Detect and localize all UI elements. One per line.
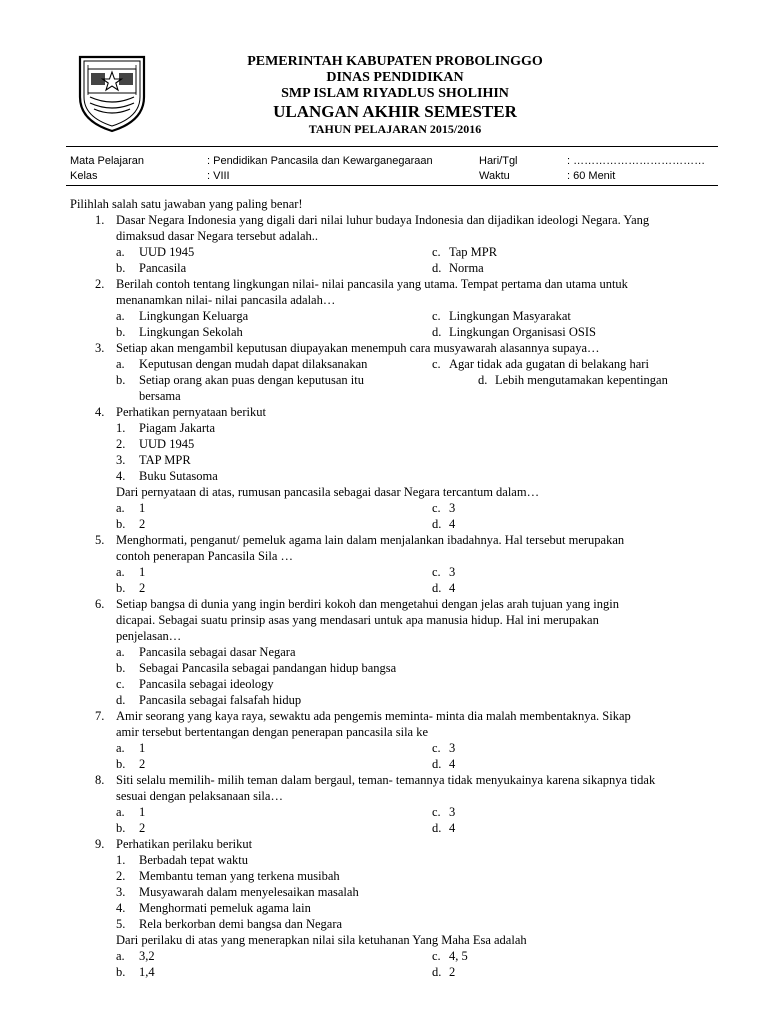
statement-key: 4. [116, 469, 126, 483]
option-text: Agar tidak ada gugatan di belakang hari [449, 357, 649, 371]
option-key: d. [432, 581, 442, 595]
option-text: 4, 5 [449, 949, 468, 963]
option-key: c. [432, 949, 441, 963]
instruction: Pilihlah salah satu jawaban yang paling benar! [70, 197, 303, 211]
question-number: 4. [95, 405, 105, 419]
option-text: Norma [449, 261, 484, 275]
question-text: Setiap akan mengambil keputusan diupayakan menempuh cara musyawarah alasannya supaya… [116, 341, 600, 355]
option-text: 4 [449, 581, 456, 595]
option-key: d. [432, 517, 442, 531]
statement-key: 1. [116, 421, 126, 435]
option-text: 3 [449, 805, 456, 819]
statement-key: 5. [116, 917, 126, 931]
question-number: 1. [95, 213, 105, 227]
option-key: b. [116, 821, 126, 835]
question-number: 3. [95, 341, 105, 355]
question-text: dicapai. Sebagai suatu prinsip asas yang mendasari untuk apa manusia hidup. Hal ini merupakan [116, 613, 599, 627]
question-text: Dasar Negara Indonesia yang digali dari nilai luhur budaya Indonesia dan dijadikan ideologi Negara. Yang [116, 213, 650, 227]
option-key: c. [432, 245, 441, 259]
option-key: d. [432, 821, 442, 835]
option-text-continued: bersama [139, 389, 181, 403]
statement-key: 2. [116, 437, 126, 451]
class-label: Kelas [70, 170, 98, 182]
option-key: a. [116, 245, 125, 259]
option-text: 4 [449, 757, 456, 771]
option-key: d. [478, 373, 488, 387]
option-key: a. [116, 565, 125, 579]
option-text: Lingkungan Keluarga [139, 309, 249, 323]
statement-key: 1. [116, 853, 126, 867]
option-text: Lebih mengutamakan kepentingan [495, 373, 668, 387]
option-key: b. [116, 661, 126, 675]
option-key: a. [116, 309, 125, 323]
question-text: menanamkan nilai- nilai pancasila adalah… [116, 293, 336, 307]
question-text: sesuai dengan pelaksanaan sila… [116, 789, 283, 803]
question-number: 2. [95, 277, 105, 291]
statement-text: Piagam Jakarta [139, 421, 216, 435]
question-text: dimaksud dasar Negara tersebut adalah.. [116, 229, 319, 243]
option-text: 2 [139, 757, 146, 771]
option-key: b. [116, 325, 126, 339]
statement-key: 4. [116, 901, 126, 915]
day-label: Hari/Tgl [479, 155, 518, 167]
statement-key: 3. [116, 453, 126, 467]
option-text: 3 [449, 741, 456, 755]
question-text: Perhatikan pernyataan berikut [116, 405, 266, 419]
option-text: 4 [449, 821, 456, 835]
option-text: 1 [139, 565, 146, 579]
statement-key: 2. [116, 869, 126, 883]
question-text: Dari pernyataan di atas, rumusan pancasila sebagai dasar Negara tercantum dalam… [116, 485, 540, 499]
option-text: 2 [139, 517, 146, 531]
header-government: PEMERINTAH KABUPATEN PROBOLINGGO [247, 54, 543, 69]
option-key: c. [432, 309, 441, 323]
option-key: b. [116, 517, 126, 531]
header-rule-bottom [66, 185, 718, 186]
class-value: : VIII [207, 170, 230, 182]
option-key: c. [432, 357, 441, 371]
option-key: b. [116, 373, 126, 387]
question-text: contoh penerapan Pancasila Sila … [116, 549, 294, 563]
option-text: Setiap orang akan puas dengan keputusan itu [139, 373, 364, 387]
statement-text: Membantu teman yang terkena musibah [139, 869, 340, 883]
option-text: 3,2 [139, 949, 155, 963]
time-label: Waktu [479, 170, 510, 182]
statement-text: Musyawarah dalam menyelesaikan masalah [139, 885, 359, 899]
statement-text: UUD 1945 [139, 437, 195, 451]
option-text: 1,4 [139, 965, 155, 979]
option-text: 2 [449, 965, 456, 979]
question-text: Siti selalu memilih- milih teman dalam bergaul, teman- temannya tidak menyukainya karena sikapnya tidak [116, 773, 656, 787]
option-text: 1 [139, 501, 146, 515]
option-key: c. [116, 677, 125, 691]
day-value: : ……………………………… [567, 155, 706, 167]
option-key: d. [432, 965, 442, 979]
header-school: SMP ISLAM RIYADLUS SHOLIHIN [281, 86, 509, 101]
option-text: 1 [139, 741, 146, 755]
option-key: c. [432, 805, 441, 819]
option-key: a. [116, 645, 125, 659]
option-key: b. [116, 261, 126, 275]
regency-emblem-logo [74, 51, 150, 133]
option-key: a. [116, 501, 125, 515]
option-text: 1 [139, 805, 146, 819]
question-number: 8. [95, 773, 105, 787]
question-text: Perhatikan perilaku berikut [116, 837, 253, 851]
option-key: a. [116, 805, 125, 819]
option-text: Pancasila [139, 261, 187, 275]
subject-label: Mata Pelajaran [70, 155, 144, 167]
option-key: b. [116, 581, 126, 595]
option-text: Lingkungan Sekolah [139, 325, 243, 339]
option-key: d. [432, 261, 442, 275]
question-text: Amir seorang yang kaya raya, sewaktu ada pengemis meminta- minta dia malah membentaknya. Sikap [116, 709, 631, 723]
option-text: Keputusan dengan mudah dapat dilaksanakan [139, 357, 368, 371]
statement-text: Berbadah tepat waktu [139, 853, 248, 867]
question-text: Dari perilaku di atas yang menerapkan nilai sila ketuhanan Yang Maha Esa adalah [116, 933, 527, 947]
option-key: d. [116, 693, 126, 707]
question-number: 9. [95, 837, 105, 851]
option-key: c. [432, 741, 441, 755]
question-text: Setiap bangsa di dunia yang ingin berdiri kokoh dan mengetahui dengan jelas arah tujuan yang ingin [116, 597, 619, 611]
statement-text: Rela berkorban demi bangsa dan Negara [139, 917, 343, 931]
option-text: Sebagai Pancasila sebagai pandangan hidup bangsa [139, 661, 397, 675]
option-text: Tap MPR [449, 245, 498, 259]
option-text: UUD 1945 [139, 245, 195, 259]
option-text: 2 [139, 821, 146, 835]
option-text: Pancasila sebagai dasar Negara [139, 645, 296, 659]
subject-value: : Pendidikan Pancasila dan Kewarganegaraan [207, 155, 433, 167]
header-department: DINAS PENDIDIKAN [326, 70, 464, 85]
option-text: 3 [449, 565, 456, 579]
option-key: b. [116, 757, 126, 771]
statement-text: Buku Sutasoma [139, 469, 218, 483]
option-key: a. [116, 357, 125, 371]
question-text: Berilah contoh tentang lingkungan nilai- nilai pancasila yang utama. Tempat pertama dan utama untuk [116, 277, 628, 291]
time-value: : 60 Menit [567, 170, 616, 182]
option-key: a. [116, 741, 125, 755]
question-number: 6. [95, 597, 105, 611]
statement-text: Menghormati pemeluk agama lain [139, 901, 311, 915]
statement-text: TAP MPR [139, 453, 191, 467]
option-key: a. [116, 949, 125, 963]
option-text: 4 [449, 517, 456, 531]
question-text: amir tersebut bertentangan dengan penerapan pancasila sila ke [116, 725, 429, 739]
option-text: Pancasila sebagai falsafah hidup [139, 693, 302, 707]
option-text: 3 [449, 501, 456, 515]
option-text: Pancasila sebagai ideology [139, 677, 274, 691]
header-rule-top [66, 146, 718, 147]
option-key: c. [432, 501, 441, 515]
question-text: Menghormati, penganut/ pemeluk agama lain dalam menjalankan ibadahnya. Hal tersebut merupakan [116, 533, 625, 547]
option-key: c. [432, 565, 441, 579]
option-text: 2 [139, 581, 146, 595]
question-text: penjelasan… [116, 629, 182, 643]
option-text: Lingkungan Masyarakat [449, 309, 571, 323]
header-exam-title: ULANGAN AKHIR SEMESTER [273, 102, 517, 121]
question-number: 7. [95, 709, 105, 723]
question-number: 5. [95, 533, 105, 547]
option-key: d. [432, 325, 442, 339]
header-academic-year: TAHUN PELAJARAN 2015/2016 [308, 122, 482, 136]
statement-key: 3. [116, 885, 126, 899]
option-key: d. [432, 757, 442, 771]
option-key: b. [116, 965, 126, 979]
option-text: Lingkungan Organisasi OSIS [449, 325, 596, 339]
